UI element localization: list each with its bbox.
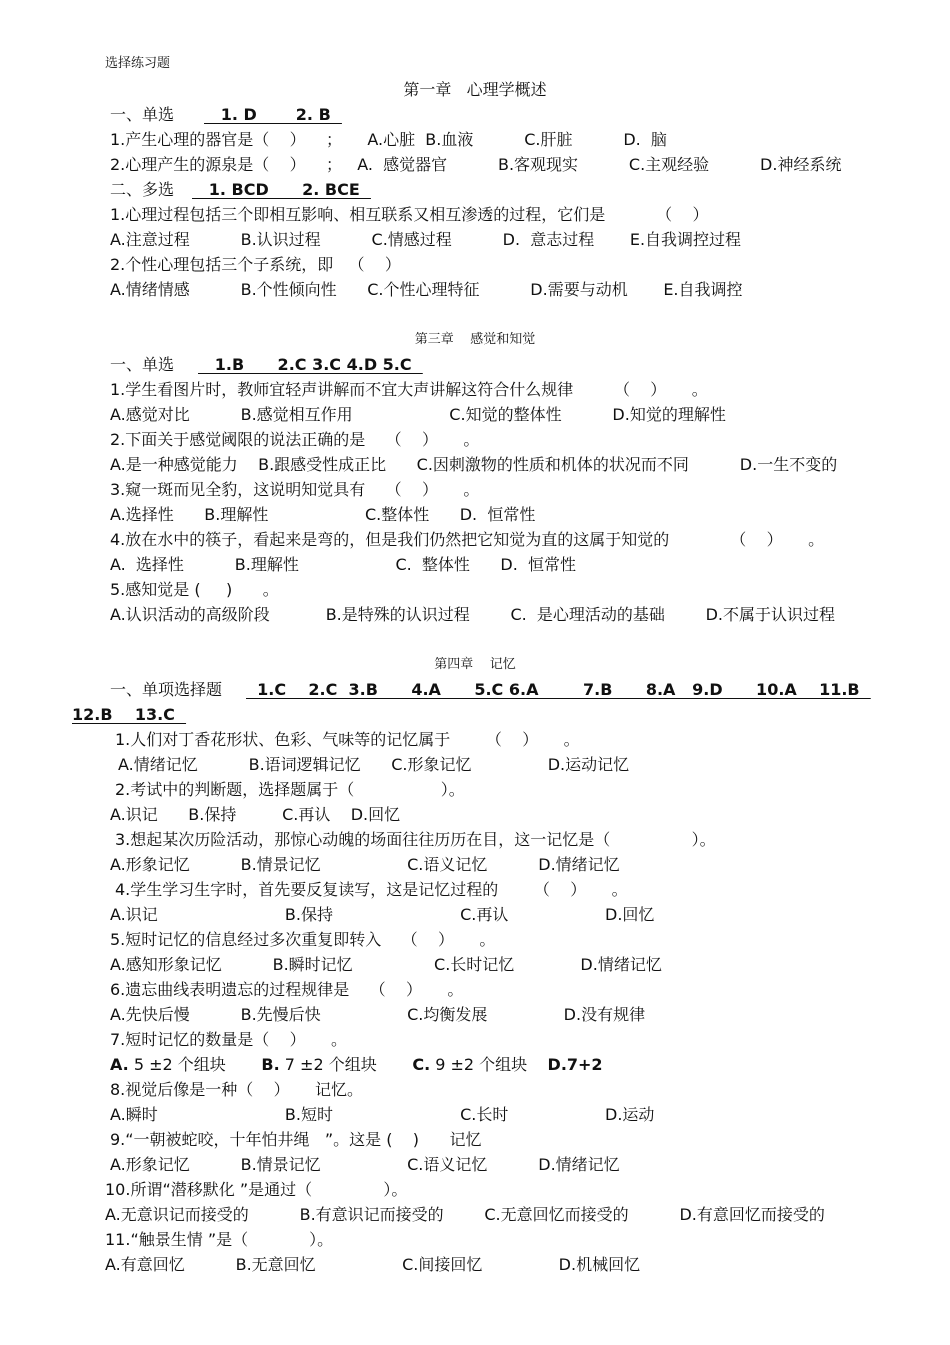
- ch3-answers: 1.B 2.C 3.C 4.D 5.C: [198, 355, 423, 374]
- ch4-question-9-options: A.形象记忆 B.情景记忆 C.语义记忆 D.情绪记忆: [110, 1155, 620, 1174]
- q7-option-c-letter: C.: [412, 1055, 431, 1074]
- ch1-single-label: 一、单选: [110, 105, 175, 124]
- q7-option-a-text: 5 ±2 个组块: [128, 1055, 262, 1074]
- ch3-question-3-options: A.选择性 B.理解性 C.整体性 D. 恒常性: [110, 505, 536, 524]
- ch3-question-4-options: A. 选择性 B.理解性 C. 整体性 D. 恒常性: [110, 555, 577, 574]
- ch3-question-5: 5.感知觉是 ( ) 。: [110, 580, 279, 599]
- ch3-question-1-options: A.感觉对比 B.感觉相互作用 C.知觉的整体性 D.知觉的理解性: [110, 405, 726, 424]
- ch4-question-11: 11.“触景生情 ”是（ ）。: [105, 1230, 334, 1249]
- ch4-question-1: 1.人们对丁香花形状、色彩、气味等的记忆属于 （ ） 。: [115, 730, 580, 749]
- ch1-question-3: 1.心理过程包括三个即相互影响、相互联系又相互渗透的过程，它们是 （ ）: [110, 205, 709, 224]
- q7-option-b-text: 7 ±2 个组块: [279, 1055, 413, 1074]
- ch4-question-5: 5.短时记忆的信息经过多次重复即转入 （ ） 。: [110, 930, 496, 949]
- ch3-question-2: 2.下面关于感觉阈限的说法正确的是 （ ） 。: [110, 430, 480, 449]
- ch4-question-2-options: A.识记 B.保持 C.再认 D.回忆: [110, 805, 401, 824]
- ch4-question-4: 4.学生学习生字时，首先要反复读写，这是记忆过程的 （ ） 。: [115, 880, 628, 899]
- ch4-single-label: 一、单项选择题: [110, 680, 223, 699]
- ch1-multi-answers: 1. BCD 2. BCE: [192, 180, 371, 199]
- ch3-question-2-options: A.是一种感觉能力 B.跟感受性成正比 C.因刺激物的性质和机体的状况而不同 D.一生不变的: [110, 455, 838, 474]
- ch4-question-7: 7.短时记忆的数量是（ ） 。: [110, 1030, 348, 1049]
- ch4-question-1-options: A.情绪记忆 B.语词逻辑记忆 C.形象记忆 D.运动记忆: [118, 755, 630, 774]
- ch1-question-1: 1.产生心理的器官是（ ） ； A.心脏 B.血液 C.肝脏 D. 脑: [110, 130, 667, 149]
- q7-option-b-letter: B.: [261, 1055, 280, 1074]
- ch4-single-choice-heading: [110, 680, 871, 700]
- ch4-question-11-options: A.有意回忆 B.无意回忆 C.间接回忆 D.机械回忆: [105, 1255, 641, 1274]
- ch3-question-5-options: A.认识活动的高级阶段 B.是特殊的认识过程 C. 是心理活动的基础 D.不属于认识过程: [110, 605, 835, 624]
- ch1-multi-choice-heading: [110, 180, 371, 200]
- ch4-question-5-options: A.感知形象记忆 B.瞬时记忆 C.长时记忆 D.情绪记忆: [110, 955, 662, 974]
- ch3-question-4: 4.放在水中的筷子，看起来是弯的，但是我们仍然把它知觉为直的这属于知觉的 （ ） 。: [110, 530, 825, 549]
- ch1-question-4-options: A.情绪情感 B.个性倾向性 C.个性心理特征 D.需要与动机 E.自我调控: [110, 280, 743, 299]
- ch4-answers-line-1: 1.C 2.C 3.B 4.A 5.C 6.A 7.B 8.A 9.D 10.A 11.B: [246, 680, 871, 699]
- ch1-single-choice-heading: [110, 105, 342, 125]
- ch4-answers-line-2-row: [72, 705, 186, 725]
- chapter-3-title: 第三章 感觉和知觉: [414, 332, 536, 347]
- ch4-question-8-options: A.瞬时 B.短时 C.长时 D.运动: [110, 1105, 655, 1124]
- ch4-question-7-options: [110, 1055, 603, 1075]
- ch3-single-choice-heading: [110, 355, 423, 375]
- ch4-question-10: 10.所谓“潜移默化 ”是通过（ ）。: [105, 1180, 408, 1199]
- ch4-question-4-options: A.识记 B.保持 C.再认 D.回忆: [110, 905, 655, 924]
- ch4-question-2: 2.考试中的判断题，选择题属于（ ）。: [115, 780, 465, 799]
- ch4-question-3: 3.想起某次历险活动，那惊心动魄的场面往往历历在目，这一记忆是（ ）。: [115, 830, 716, 849]
- q7-option-d: D.7+2: [547, 1055, 603, 1074]
- ch1-question-2: 2.心理产生的源泉是（ ） ； A. 感觉器官 B.客观现实 C.主观经验 D.神经系统: [110, 155, 842, 174]
- ch1-question-4: 2.个性心理包括三个子系统，即 （ ）: [110, 255, 401, 274]
- ch1-multi-label: 二、多选: [110, 180, 175, 199]
- chapter-1-title: 第一章 心理学概述: [403, 80, 547, 99]
- ch3-question-3: 3.窥一斑而见全豹，这说明知觉具有 （ ） 。: [110, 480, 480, 499]
- ch4-question-9: 9.“一朝被蛇咬，十年怕井绳 ”。这是 ( ) 记忆: [110, 1130, 482, 1149]
- ch4-question-3-options: A.形象记忆 B.情景记忆 C.语义记忆 D.情绪记忆: [110, 855, 620, 874]
- q7-option-a-letter: A.: [110, 1055, 129, 1074]
- ch1-question-3-options: A.注意过程 B.认识过程 C.情感过程 D. 意志过程 E.自我调控过程: [110, 230, 742, 249]
- ch3-question-1: 1.学生看图片时，教师宜轻声讲解而不宜大声讲解这符合什么规律 （ ） 。: [110, 380, 708, 399]
- ch4-question-10-options: A.无意识记而接受的 B.有意识记而接受的 C.无意回忆而接受的 D.有意回忆而接受的: [105, 1205, 825, 1224]
- ch3-single-label: 一、单选: [110, 355, 175, 374]
- ch4-answers-line-2: 12.B 13.C: [72, 705, 187, 724]
- ch4-question-6-options: A.先快后慢 B.先慢后快 C.均衡发展 D.没有规律: [110, 1005, 646, 1024]
- chapter-4-title: 第四章 记忆: [434, 657, 516, 672]
- worksheet-header: 选择练习题: [105, 56, 171, 71]
- ch1-single-answers: 1. D 2. B: [204, 105, 342, 124]
- q7-option-c-text: 9 ±2 个组块: [430, 1055, 548, 1074]
- ch4-question-6: 6.遗忘曲线表明遗忘的过程规律是 （ ） 。: [110, 980, 464, 999]
- ch4-question-8: 8.视觉后像是一种（ ） 记忆。: [110, 1080, 364, 1099]
